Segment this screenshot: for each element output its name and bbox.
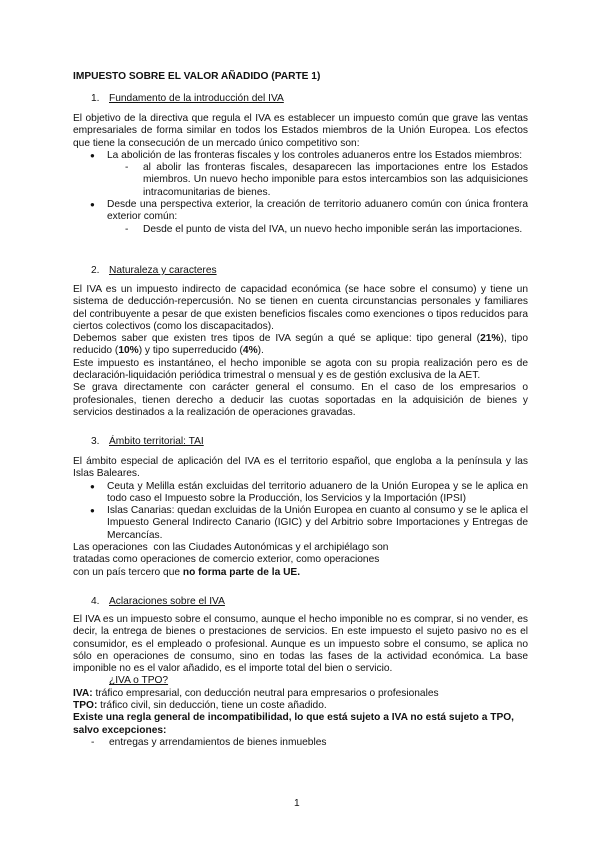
list-item — [73, 150, 528, 199]
section-heading-4 — [91, 596, 225, 608]
list-item: ● Islas Canarias: quedan excluidas de la Unión Europea en cuanto al consumo y se le aplica el Impuesto General Indirecto Canario (IGIC) y del Arbitrio sobre Importaciones y Entregas de Mercancías. — [73, 505, 528, 542]
paragraph: El IVA es un impuesto sobre el consumo, aunque el hecho imponible no es comprar, si no vender, es decir, la entrega de bienes o prestaciones de servicios. En este impuesto el sujeto pasivo no es el consumidor, es el empleado o profesional. Aunque es un impuesto sobre el consumo, se aplica no sólo en operaciones de consumo, sino en todas las fases de la actividad económica. La base imponible no es el valor añadido, es el importe total del bien o servicio. — [73, 614, 528, 675]
bullet-list — [73, 481, 528, 542]
sub-list — [73, 224, 528, 236]
paragraph-vat-rates — [73, 333, 528, 358]
text-line: tratadas como operaciones de comercio exterior, como operaciones — [73, 554, 380, 566]
section-3-body — [73, 456, 528, 579]
paragraph: Este impuesto es instantáneo, el hecho imponible se agota con su propia realización pero es de declaración-liquidación periódica trimestral o mensual y es de gestión exclusiva de la AET. — [73, 357, 528, 382]
list-item-text: Desde una perspectiva exterior, la creación de territorio aduanero común con única frontera exterior común: — [107, 199, 528, 223]
definition: tráfico empresarial, con deducción neutral para empresarios o profesionales — [92, 687, 439, 699]
section-heading-1 — [91, 93, 284, 105]
paragraph: Se grava directamente con carácter general el consumo. En el caso de los empresarios o profesionales, tienen derecho a deducir las cuotas soportadas en la adquisición de bienes y servicios destinados a la realización de operaciones gravadas. — [73, 382, 528, 418]
paragraph: El IVA es un impuesto indirecto de capacidad económica (se hace sobre el consumo) y tiene un sistema de deducción-repercusión. No se tienen en cuenta circunstancias personales y familiares del contribuyente a pesar de que existen beneficios fiscales como exenciones o tipos reducidos para ciertos colectivos (como los discapacitados). — [73, 284, 528, 332]
term: IVA: — [73, 687, 93, 699]
section-number: 4. — [91, 596, 100, 607]
bullet-list — [73, 150, 528, 236]
sub-list-item: - Desde el punto de vista del IVA, un nuevo hecho imponible serán las importaciones. — [73, 224, 528, 236]
list-item: - entregas y arrendamientos de bienes inmuebles — [73, 737, 528, 749]
text-line: Las operaciones con las Ciudades Autonómicas y el archipiélago son — [73, 542, 389, 554]
paragraph: El objetivo de la directiva que regula el IVA es establecer un impuesto común que grave las ventas empresariales de forma similar en todos los Estados miembros de la Unión Europea. Los efectos que tiene la consecución de un mercado único competitivo son: — [73, 113, 528, 149]
definition-iva — [73, 688, 528, 700]
section-number: 1. — [91, 93, 100, 104]
text-run: ). — [257, 345, 264, 357]
dash-list — [73, 737, 528, 749]
subheading-question: ¿IVA o TPO? — [109, 675, 169, 687]
sub-list-item: - al abolir las fronteras fiscales, desaparecen las importaciones entre los Estados miembros. Un nuevo hecho imponible para estos intercambios son las adquisiciones intracomunitarias de bienes. — [73, 162, 528, 199]
section-heading-3 — [91, 436, 204, 448]
section-number: 2. — [91, 265, 100, 276]
rate-superreduced: 4% — [242, 345, 258, 357]
list-item-text: La abolición de las fronteras fiscales y los controles aduaneros entre los Estados miembros: — [107, 149, 523, 161]
section-title: Ámbito territorial: TAI — [109, 436, 204, 447]
sub-list — [73, 162, 528, 199]
section-title: Fundamento de la introducción del IVA — [109, 93, 284, 104]
page-number: 1 — [294, 798, 300, 809]
paragraph: El ámbito especial de aplicación del IVA es el territorio español, que engloba a la península y las Islas Baleares. — [73, 456, 528, 480]
list-item — [73, 199, 528, 236]
text-run: ) y tipo superreducido ( — [138, 345, 243, 357]
text-run: Debemos saber que existen tres tipos de IVA según a qué se aplique: tipo general ( — [73, 333, 481, 345]
definition: tráfico civil, sin deducción, tiene un coste añadido. — [97, 700, 327, 712]
section-2-body — [73, 284, 528, 419]
definition-tpo — [73, 700, 528, 712]
section-title: Aclaraciones sobre el IVA — [109, 596, 225, 607]
section-number: 3. — [91, 436, 100, 447]
rate-reduced: 10% — [118, 345, 139, 357]
text-run: con un país tercero que — [73, 566, 183, 578]
text-run: ), tipo reducido ( — [73, 333, 528, 357]
text-line — [73, 567, 528, 579]
term: TPO: — [73, 700, 98, 712]
section-title: Naturaleza y caracteres — [109, 265, 217, 276]
section-heading-2 — [91, 265, 217, 277]
section-1-body — [73, 113, 528, 236]
emphasis: no forma parte de la UE. — [182, 566, 301, 578]
list-item: ● Ceuta y Melilla están excluidas del territorio aduanero de la Unión Europea y se le aplica en todo caso el Impuesto sobre la Producción, los Servicios y la Importación (IPSI) — [73, 481, 528, 506]
rate-general: 21% — [480, 333, 501, 345]
document-title: IMPUESTO SOBRE EL VALOR AÑADIDO (PARTE 1) — [73, 71, 321, 82]
section-4-body — [73, 614, 528, 749]
rule-statement: Existe una regla general de incompatibilidad, lo que está sujeto a IVA no está sujeto a TPO, salvo excepciones: — [73, 712, 515, 736]
